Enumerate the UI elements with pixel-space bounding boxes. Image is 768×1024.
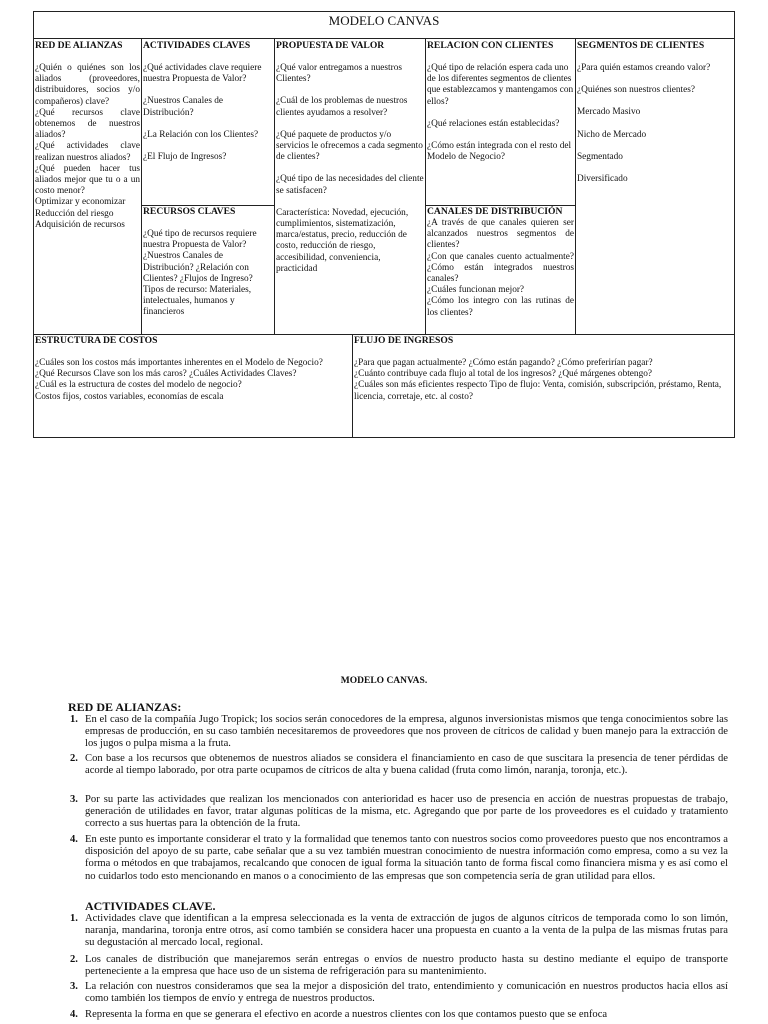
document-title: MODELO CANVAS.	[340, 676, 428, 686]
cell-text: ¿A través de que canales quieren ser alcanzados nuestros segmentos de clientes?	[427, 218, 574, 251]
cell-text: ¿Qué tipo de las necesidades del cliente se satisfacen?	[276, 174, 424, 196]
cell-text: ¿Con que canales cuento actualmente? ¿Cómo están integrados nuestros canales?	[427, 251, 574, 285]
cell-text: ¿Quién o quiénes son los aliados (proveedores, distribuidores, socios y/o compañeros) clave?	[35, 63, 140, 107]
cell-estructura-de-costos	[34, 335, 352, 438]
list-item	[70, 714, 728, 751]
cell-text: Segmentado	[577, 151, 623, 162]
item-text: La relación con nuestros consideramos que sea la mejor a disposición del trato, entendimiento y comunicación en nuestros productos hacia ellos así como también los tiempos de envío y entrega de nuestros productos.	[85, 981, 728, 1005]
cell-actividades-claves	[142, 40, 274, 205]
cell-flujo-de-ingresos	[353, 335, 734, 438]
item-number: 1.	[70, 913, 78, 924]
cell-text: ¿Qué actividades clave requiere nuestra Propuesta de Valor?	[143, 63, 262, 85]
list-item	[70, 753, 728, 777]
item-number: 3.	[70, 794, 78, 805]
cell-text: ¿Para que pagan actualmente? ¿Cómo están pagando? ¿Cómo preferirían pagar?	[354, 358, 653, 368]
cell-text: ¿Cuánto contribuye cada flujo al total de los ingresos? ¿Qué márgenes obtengo?	[354, 369, 653, 380]
item-text: Los canales de distribución que manejaremos serán entregas o envíos de nuestro producto hasta su destino mediante el equipo de transporte perteneciente a la empresa que hace uso de un sistema de refrigeración para su mantenimiento.	[85, 954, 728, 978]
cell-text: ¿Cuál es la estructura de costes del modelo de negocio?	[35, 380, 242, 391]
cell-segmentos-de-clientes	[576, 40, 734, 334]
item-text: Con base a los recursos que obtenemos de nuestros aliados se considera el financiamiento en caso de que suscitara la presencia de tener pérdidas de acorde al tiempo laborado, por otra parte ocupamos de cítricos de alta y buena calidad (fruta como limón, naranja, toronja, etc.).	[85, 753, 728, 777]
cell-text: ¿Cuáles son más eficientes respecto Tipo de flujo: Venta, comisión, subscripción, préstamo, Renta, licencia, corretaje, etc. al costo?	[354, 380, 722, 402]
item-number: 3.	[70, 981, 78, 992]
list-item	[70, 1009, 728, 1021]
cell-text: Característica: Novedad, ejecución, cumplimientos, sistematización, marca/estatus, precio, reducción de costo, reducción de riesgo, accesibilidad, conveniencia, practicidad	[276, 207, 409, 274]
cell-text: Adquisición de recursos	[35, 219, 125, 230]
item-text: En el caso de la compañía Jugo Tropick; los socios serán conocedores de la empresa, algunos inversionistas mismos que tenga conocimientos sobre las empresas de producción, en su caso también necesitaremos de proveedores que nos proveen de cítricos de calidad y buen manejo para la extracción de los jugos o pulpa misma a la fruta.	[85, 714, 728, 750]
cell-text: Mercado Masivo	[577, 107, 641, 118]
cell-text: ¿Qué actividades clave realizan nuestros aliados?	[35, 141, 140, 163]
item-text: Representa la forma en que se generara el efectivo en acorde a nuestros clientes con los que contamos puesto que se enfoca	[85, 1009, 608, 1020]
cell-header: RECURSOS CLAVES	[143, 206, 236, 217]
cell-canales-de-distribucion	[426, 206, 575, 334]
cell-text: ¿Cuál de los problemas de nuestros clientes ayudamos a resolver?	[276, 96, 408, 118]
list-item	[70, 954, 728, 978]
item-text: Por su parte las actividades que realizan los mencionados con anterioridad es hacer uso de presencia en acción de nuestras propuestas de trabajo, generación de utilidades en favor, tratar algunas políticas de la misma, etc. Agregando que por parte de los proveedores es el cuidado y tratamiento correcto a sus huertas para la obtención de la fruta.	[85, 794, 728, 830]
cell-relacion-con-clientes	[426, 40, 575, 205]
cell-text: Tipos de recurso: Materiales, intelectuales, humanos y financieros	[143, 285, 252, 318]
cell-header: RED DE ALIANZAS	[35, 40, 123, 51]
cell-header: ACTIVIDADES CLAVES	[143, 40, 251, 51]
cell-red-de-alianzas	[34, 40, 141, 334]
cell-text: ¿La Relación con los Clientes?	[143, 129, 259, 140]
cell-text: ¿Para quién estamos creando valor?	[577, 63, 711, 73]
cell-text: ¿El Flujo de Ingresos?	[143, 152, 227, 163]
cell-text: ¿Qué paquete de productos y/o servicios le ofrecemos a cada segmento de clientes?	[276, 129, 423, 163]
cell-header: ESTRUCTURA DE COSTOS	[35, 335, 158, 346]
cell-text: ¿Cómo están integrada con el resto del Modelo de Negocio?	[427, 141, 572, 163]
cell-text: Diversificado	[577, 174, 628, 185]
item-number: 4.	[70, 1009, 78, 1020]
list-item	[70, 834, 728, 883]
cell-text: ¿Cuáles funcionan mejor?	[427, 285, 525, 296]
item-text: En este punto es importante considerar el trato y la formalidad que tenemos tanto con nuestros socios como proveedores puesto que nos encontramos a disposición del apoyo de su parte, cabe señalar que a su vez también muestran conocimiento de nuestra información como empresa, como a su vez la forma o métodos en que trabajamos, recalcando que conocen de igual forma la situación tanto de forma fiscal como financiera misma y es así como el no cuidarlos todo esto mencionando en manos o a conocimiento de las empresas que son competencia sería de gran utilidad para ellos.	[85, 834, 728, 882]
item-number: 4.	[70, 834, 78, 845]
cell-header: CANALES DE DISTRIBUCIÓN	[427, 206, 563, 217]
cell-text: ¿Qué tipo de recursos requiere nuestra Propuesta de Valor?	[143, 229, 257, 251]
cell-header: RELACION CON CLIENTES	[427, 40, 554, 51]
cell-header: FLUJO DE INGRESOS	[354, 335, 454, 346]
item-number: 1.	[70, 714, 78, 725]
item-text: Actividades clave que identifican a la empresa seleccionada es la venta de extracción de jugos de algunos cítricos de temporada como lo son limón, naranja, mandarina, toronja entre otros, así como también se considera hacer una propuesta en cuanto a la venta de la pulpa de las mismas frutas para su degustación al mercado local, regional.	[85, 913, 728, 949]
section-heading: ACTIVIDADES CLAVE.	[85, 899, 216, 913]
cell-text: Nicho de Mercado	[577, 129, 647, 140]
cell-text: ¿Qué Recursos Clave son los más caros? ¿Cuáles Actividades Claves?	[35, 369, 297, 380]
cell-text: ¿Nuestros Canales de Distribución?	[143, 96, 224, 118]
cell-text: ¿Qué recursos clave obtenemos de nuestros aliados?	[35, 107, 140, 141]
cell-text: Optimizar y economizar	[35, 197, 126, 208]
item-number: 2.	[70, 954, 78, 965]
cell-text: ¿Qué valor entregamos a nuestros Clientes?	[276, 63, 402, 85]
cell-text: ¿Qué pueden hacer tus aliados mejor que tu o a un costo menor?	[35, 163, 140, 197]
canvas-title: MODELO CANVAS	[34, 12, 734, 39]
canvas-table	[33, 11, 735, 438]
cell-text: Reducción del riesgo	[35, 208, 114, 219]
cell-text: ¿Qué tipo de relación espera cada uno de los diferentes segmentos de clientes que establezcamos y mantengamos con ellos?	[427, 63, 574, 107]
cell-recursos-claves	[142, 206, 274, 334]
cell-propuesta-de-valor	[275, 40, 425, 334]
cell-header: PROPUESTA DE VALOR	[276, 40, 385, 51]
cell-header: SEGMENTOS DE CLIENTES	[577, 40, 705, 51]
cell-text: ¿Quiénes son nuestros clientes?	[577, 85, 695, 96]
list-item	[70, 981, 728, 1005]
cell-text: ¿Qué relaciones están establecidas?	[427, 118, 560, 129]
list-item	[70, 913, 728, 950]
cell-text: ¿Cuáles son los costos más importantes inherentes en el Modelo de Negocio?	[35, 358, 323, 368]
cell-text: ¿Cómo los integro con las rutinas de los clientes?	[427, 296, 574, 318]
cell-text: Costos fijos, costos variables, economías de escala	[35, 391, 224, 402]
cell-text: ¿Nuestros Canales de Distribución? ¿Relación con Clientes? ¿Flujos de Ingreso?	[143, 251, 253, 284]
item-number: 2.	[70, 753, 78, 764]
list-item	[70, 794, 728, 831]
section-heading: RED DE ALIANZAS:	[68, 700, 182, 714]
